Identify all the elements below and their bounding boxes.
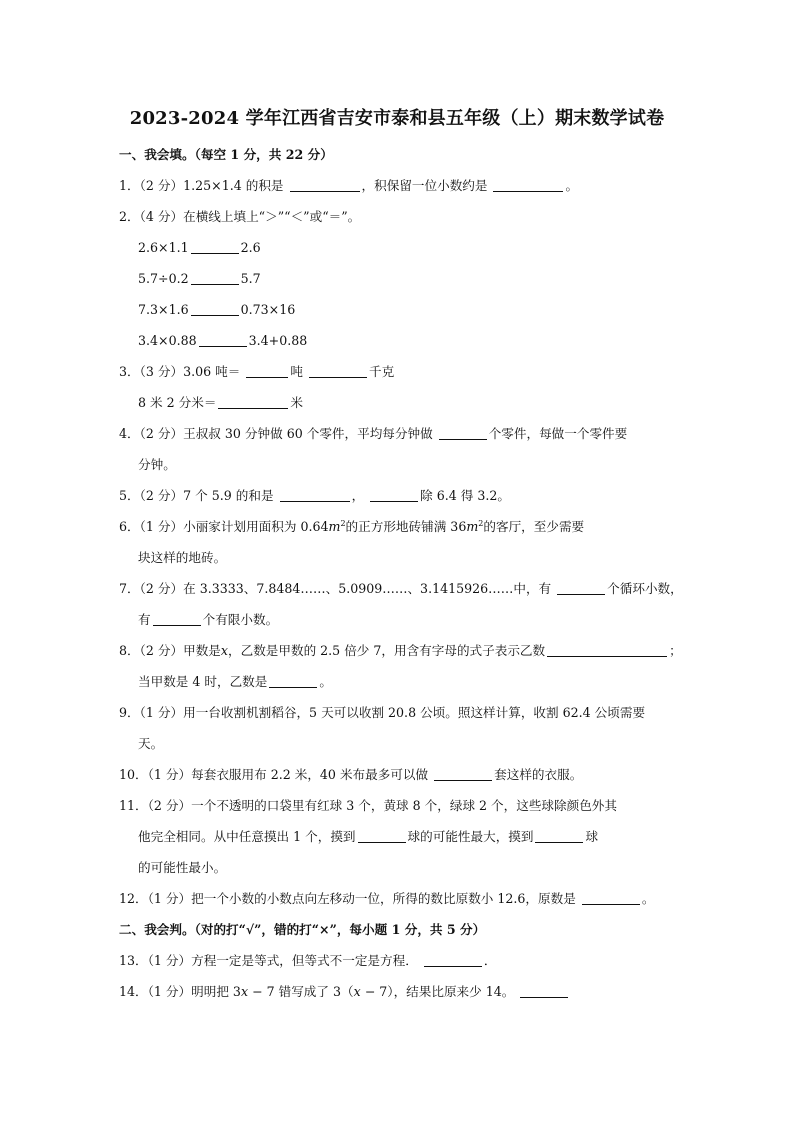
answer-blank[interactable] <box>199 333 247 347</box>
question-4: 4．（2 分）王叔叔 30 分钟做 60 个零件，平均每分钟做 个零件，每做一个零件要 <box>119 426 628 441</box>
question-3-line-2: 8 米 2 分米＝ 米 <box>138 395 304 410</box>
question-7-line-2: 有 个有限小数。 <box>138 612 279 627</box>
answer-blank[interactable] <box>557 581 605 595</box>
answer-blank[interactable] <box>439 426 487 440</box>
answer-blank[interactable] <box>535 829 583 843</box>
question-2: 2．（4 分）在横线上填上“＞”“＜”或“＝”。 <box>119 209 361 224</box>
section-1-heading: 一、我会填。（每空 1 分，共 22 分） <box>119 147 333 162</box>
question-6: 6．（1 分）小丽家计划用面积为 $0.64m^2$的正方形地砖铺满 $36m^2$的客厅，至少需要 <box>119 518 585 534</box>
answer-blank[interactable] <box>269 674 317 688</box>
question-11-line-3: 的可能性最小。 <box>138 860 227 875</box>
page-title: 2023-2024 学年江西省吉安市泰和县五年级（上）期末数学试卷 <box>129 108 665 129</box>
question-2-item: 7.3×1.6 0.73×16 <box>138 302 296 317</box>
question-2-item: 2.6×1.1 2.6 <box>138 240 261 255</box>
question-12: 12．（1 分）把一个小数的小数点向左移动一位，所得的数比原数小 12.6，原数是 。 <box>119 891 655 906</box>
answer-blank[interactable] <box>280 488 350 502</box>
question-5: 5．（2 分）7 个 5.9 的和是 ， 除 6.4 得 3.2。 <box>119 488 511 503</box>
answer-blank[interactable] <box>309 364 367 378</box>
question-13: 13．（1 分）方程一定是等式，但等式不一定是方程． ． <box>119 953 497 968</box>
question-7: 7．（2 分）在 3.3333、7.8484……、5.0909……、3.1415926……中，有 个循环小数， <box>119 581 683 596</box>
answer-blank[interactable] <box>424 953 482 967</box>
question-1: 1．（2 分）1.25×1.4 的积是 ，积保留一位小数约是 。 <box>119 178 579 193</box>
question-9: 9．（1 分）用一台收割机割稻谷，5 天可以收割 20.8 公顷。照这样计算，收割 62.4 公顷需要 <box>119 705 646 720</box>
question-8: 8．（2 分）甲数是x，乙数是甲数的 2.5 倍少 7，用含有字母的式子表示乙数 ； <box>119 643 682 658</box>
question-10: 10．（1 分）每套衣服用布 2.2 米，40 米布最多可以做 套这样的衣服。 <box>119 767 583 782</box>
answer-blank[interactable] <box>520 984 568 998</box>
question-2-item: 5.7÷0.2 5.7 <box>138 271 261 286</box>
question-11: 11．（2 分）一个不透明的口袋里有红球 3 个，黄球 8 个，绿球 2 个，这些球除颜色外其 <box>119 798 617 813</box>
answer-blank[interactable] <box>434 767 492 781</box>
answer-blank[interactable] <box>493 178 563 192</box>
question-2-item: 3.4×0.88 3.4+0.88 <box>138 333 308 348</box>
section-2-heading: 二、我会判。（对的打“√”，错的打“×”，每小题 1 分，共 5 分） <box>119 922 486 937</box>
question-3: 3．（3 分）3.06 吨＝ 吨 千克 <box>119 364 395 379</box>
answer-blank[interactable] <box>191 240 239 254</box>
answer-blank[interactable] <box>246 364 288 378</box>
answer-blank[interactable] <box>582 891 640 905</box>
question-14: 14．（1 分）明明把 3x − 7 错写成了 3（x − 7），结果比原来少 14。 <box>119 982 570 1002</box>
question-6-line-2: 块这样的地砖。 <box>138 550 227 565</box>
answer-blank[interactable] <box>191 302 239 316</box>
answer-blank[interactable] <box>153 612 201 626</box>
question-4-line-2: 分钟。 <box>138 457 176 472</box>
answer-blank[interactable] <box>290 178 360 192</box>
answer-blank[interactable] <box>370 488 418 502</box>
question-8-line-2: 当甲数是 4 时，乙数是 。 <box>138 674 332 689</box>
question-11-line-2: 他完全相同。从中任意摸出 1 个，摸到 球的可能性最大，摸到 球 <box>138 829 599 844</box>
answer-blank[interactable] <box>218 395 288 409</box>
answer-blank[interactable] <box>547 643 667 657</box>
answer-blank[interactable] <box>191 271 239 285</box>
question-9-line-2: 天。 <box>138 736 164 751</box>
answer-blank[interactable] <box>358 829 406 843</box>
